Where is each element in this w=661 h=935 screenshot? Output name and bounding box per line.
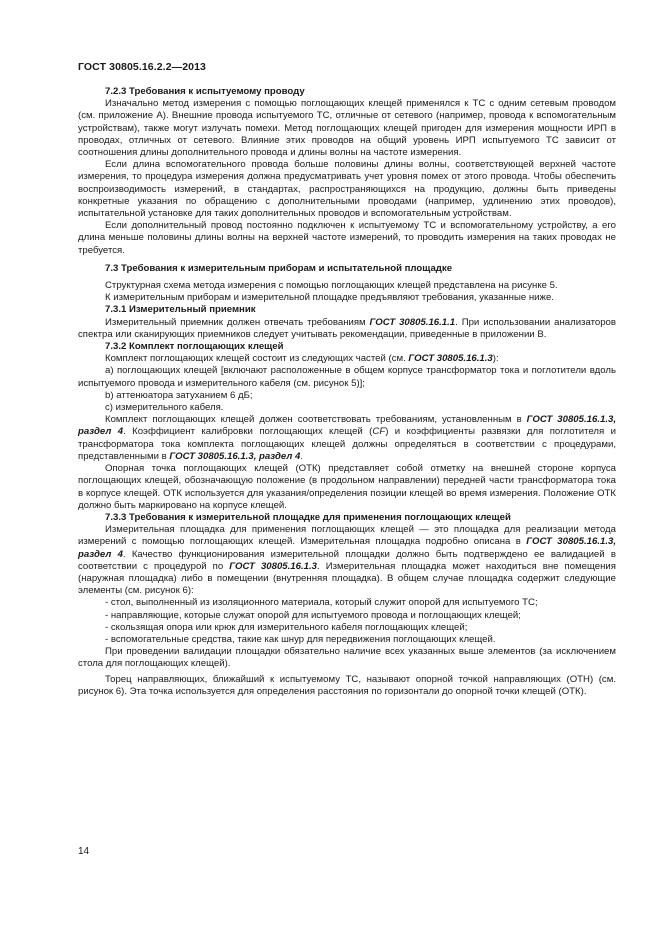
paragraph: К измерительным приборам и измерительной площадке предъявляют требования, указанные ниже. xyxy=(105,292,554,304)
standard-reference: ГОСТ 30805.16.1.3 xyxy=(229,560,317,572)
section-heading-7-3-3: 7.3.3 Требования к измерительной площадке для применения поглощающих клещей xyxy=(105,511,511,523)
paragraph: Структурная схема метода измерения с помощью поглощающих клещей представлена на рисунке 5. xyxy=(105,280,558,292)
cf-symbol: CF xyxy=(372,426,386,438)
page-number: 14 xyxy=(78,846,90,857)
dash-list-item: - стол, выполненный из изоляционного материала, который служит опорой для испытуемого ТС; xyxy=(105,597,538,609)
list-item: а) поглощающих клещей [включают расположенные в общем корпусе трансформатор тока и поглотители вдоль испытуемого провода и измерительного кабеля (см. рисунок 5)]; xyxy=(78,365,616,389)
paragraph: Комплект поглощающих клещей должен соответствовать требованиям, установленным в ГОСТ 30805.16.1.3, раздел 4. Коэффициент калибровки поглощающих клещей (CF) и коэффициенты развязки для поглотителя и трансформатора тока комплекта поглощающих клещей должны определяться в соответствии с процедурами, представленными в ГОСТ 30805.16.1.3, раздел 4. xyxy=(78,414,616,462)
standard-reference: ГОСТ 30805.16.1.3, раздел 4 xyxy=(78,536,616,560)
list-item: с) измерительного кабеля. xyxy=(105,402,224,414)
document-body xyxy=(78,86,616,698)
paragraph: Если дополнительный провод постоянно подключен к испытуемому ТС и вспомогательному устройству, а его длина меньше половины длины волны на верхней частоте измерений, то проводить измерения на таких проводах не требуется. xyxy=(78,220,616,256)
paragraph: Измерительная площадка для применения поглощающих клещей — это площадка для реализации метода измерений с помощью поглощающих клещей. Измерительная площадка подробно описана в ГОСТ 30805.16.1.3, раздел 4. Качество функционирования измерительной площадки должно быть подтверждено ее валидацией в соответствии с процедурой по ГОСТ 30805.16.1.3. Измерительная площадка может находиться вне помещения (наружная площадка) либо в помещении (внутренняя площадка). В общем случае площадка содержит следующие элементы (см. рисунок 6): xyxy=(78,524,616,597)
standard-reference: ГОСТ 30805.16.1.3, раздел 4 xyxy=(78,414,616,438)
section-heading-7-3: 7.3 Требования к измерительным приборам и испытательной площадке xyxy=(105,262,453,274)
paragraph: Комплект поглощающих клещей состоит из следующих частей (см. ГОСТ 30805.16.1.3): xyxy=(105,353,499,365)
paragraph: Изначально метод измерения с помощью поглощающих клещей применялся к ТС с одним сетевым проводом (см. приложение А). Внешние провода испытуемого ТС, отличные от сетевого (например, провода к вспомогательным устройствам), также могут излучать помехи. Метод поглощающих клещей пригоден для измерения мощности ИРП в проводах, отличных от сетевого. Влияние этих проводов на общий уровень ИРП испытуемого ТС зависит от соотношения длины дополнительного провода и длины волны на частоте измерения. xyxy=(78,98,616,159)
section-heading-7-2-3: 7.2.3 Требования к испытуемому проводу xyxy=(105,86,305,97)
document-header: ГОСТ 30805.16.2.2—2013 xyxy=(78,61,206,73)
paragraph: Если длина вспомогательного провода больше половины длины волны, соответствующей верхней частоте измерения, то процедура измерения должна предусматривать учет уровня помех от этого провода. Чтобы обеспечить воспроизводимость измерений, в стандартах, распространяющихся на продукцию, должны быть приведены конкретные указания по обращению с дополнительными проводами (например, удлинению этих проводов), испытательной установке для таких дополнительных проводов и вспомогательным устройствам. xyxy=(78,159,616,220)
dash-list-item: - скользящая опора или крюк для измерительного кабеля поглощающих клещей; xyxy=(105,621,468,633)
paragraph: Торец направляющих, ближайший к испытуемому ТС, называют опорной точкой направляющих (ОТН) (см. рисунок 6). Эта точка используется для определения расстояния по горизонтали до опорной точки клещей (ОТК). xyxy=(78,673,616,697)
paragraph: При проведении валидации площадки обязательно наличие всех указанных выше элементов (за исключением стола для поглощающих клещей). xyxy=(78,646,616,670)
dash-list-item: - вспомогательные средства, такие как шнур для передвижения поглощающих клещей. xyxy=(105,633,496,645)
section-heading-7-3-1: 7.3.1 Измерительный приемник xyxy=(105,304,256,316)
dash-list-item: - направляющие, которые служат опорой для испытуемого провода и поглощающих клещей; xyxy=(105,609,521,621)
section-heading-7-3-2: 7.3.2 Комплект поглощающих клещей xyxy=(105,341,284,353)
standard-reference: ГОСТ 30805.16.1.1 xyxy=(369,316,456,328)
paragraph: Измерительный приемник должен отвечать требованиям ГОСТ 30805.16.1.1. При использовании анализаторов спектра или сканирующих приемников следует учитывать рекомендации, приведенные в приложении В. xyxy=(78,316,616,340)
standard-reference: ГОСТ 30805.16.1.3, раздел 4 xyxy=(169,450,301,462)
standard-reference: ГОСТ 30805.16.1.3 xyxy=(408,353,493,365)
paragraph: Опорная точка поглощающих клещей (ОТК) представляет собой отметку на внешней стороне корпуса поглощающих клещей, обозначающую положение (в продольном направлении) передней части трансформатора тока в корпусе клещей. ОТК используется для указания/определения позиции клещей во время измерения. Положение ОТК должно быть маркировано на корпусе клещей. xyxy=(78,463,616,511)
list-item: b) аттенюатора затуханием 6 дБ; xyxy=(105,389,253,401)
